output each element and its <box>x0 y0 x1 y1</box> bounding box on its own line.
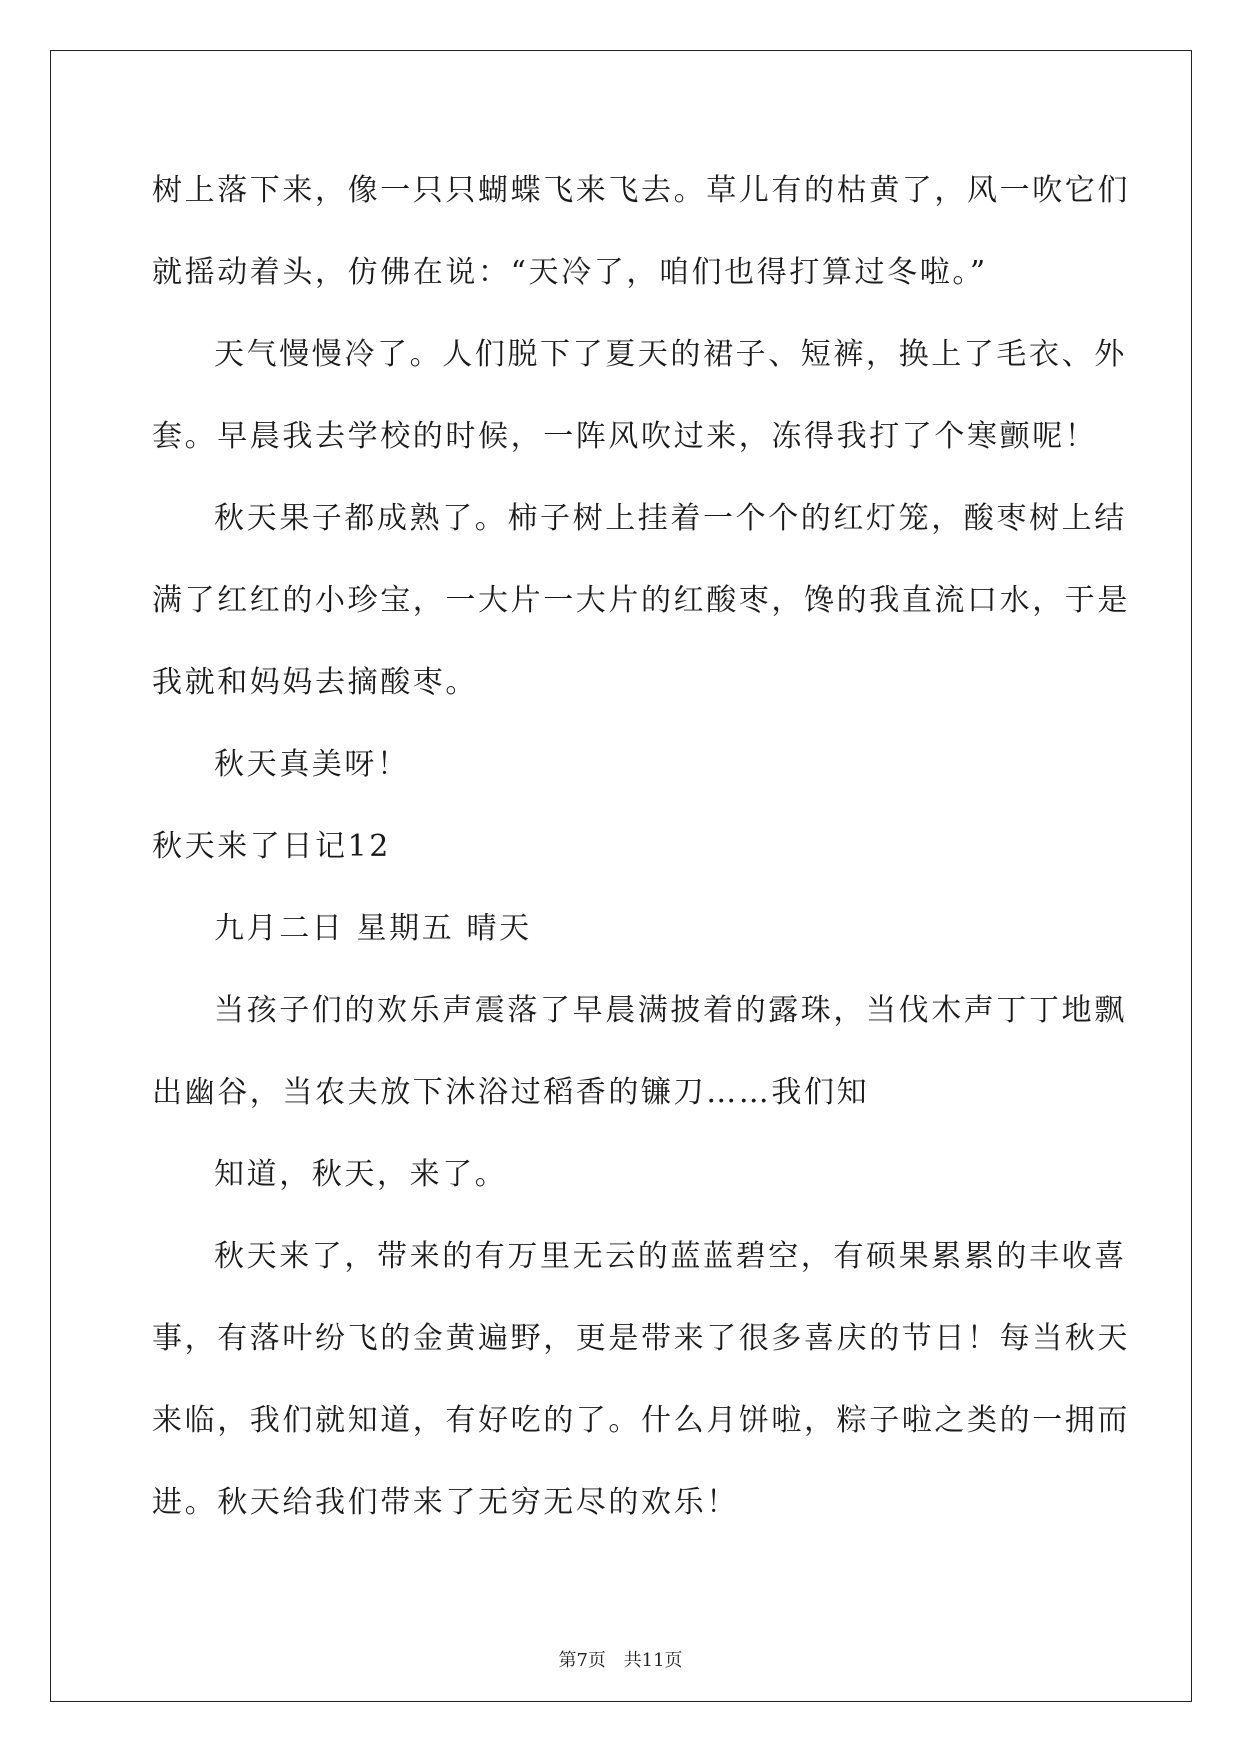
text-line: 天气慢慢冷了。人们脱下了夏天的裙子、短裤，换上了毛衣、外 <box>214 337 1127 372</box>
text-line: 来临，我们就知道，有好吃的了。什么月饼啦，粽子啦之类的一拥而 <box>152 1403 1130 1438</box>
text-line: 出幽谷，当农夫放下沐浴过稻香的镰刀……我们知 <box>152 1075 870 1110</box>
text-line: 事，有落叶纷飞的金黄遍野，更是带来了很多喜庆的节日！每当秋天 <box>152 1321 1130 1356</box>
text-line: 我就和妈妈去摘酸枣。 <box>152 665 478 700</box>
text-line: 进。秋天给我们带来了无穷无尽的欢乐！ <box>152 1485 739 1520</box>
text-line: 满了红红的小珍宝，一大片一大片的红酸枣，馋的我直流口水，于是 <box>152 583 1130 618</box>
text-line: 知道，秋天，来了。 <box>214 1157 508 1192</box>
text-line: 秋天真美呀！ <box>214 747 410 782</box>
diary-date-line: 九月二日 星期五 晴天 <box>214 911 532 946</box>
page-total: 共11页 <box>623 1650 683 1671</box>
text-line: 秋天来了，带来的有万里无云的蓝蓝碧空，有硕果累累的丰收喜 <box>214 1239 1127 1274</box>
section-heading: 秋天来了日记12 <box>152 829 391 864</box>
text-line: 就摇动着头，仿佛在说：“天冷了，咱们也得打算过冬啦。” <box>152 255 988 290</box>
document-body <box>152 160 1130 1554</box>
text-line: 当孩子们的欢乐声震落了早晨满披着的露珠，当伐木声丁丁地飘 <box>214 993 1127 1028</box>
page-footer <box>0 1646 1241 1672</box>
text-line: 套。早晨我去学校的时候，一阵风吹过来，冻得我打了个寒颤呢！ <box>152 419 1098 454</box>
text-line: 秋天果子都成熟了。柿子树上挂着一个个的红灯笼，酸枣树上结 <box>214 501 1127 536</box>
text-line: 树上落下来，像一只只蝴蝶飞来飞去。草儿有的枯黄了，风一吹它们 <box>152 173 1130 208</box>
page-number: 第7页 <box>558 1650 606 1671</box>
